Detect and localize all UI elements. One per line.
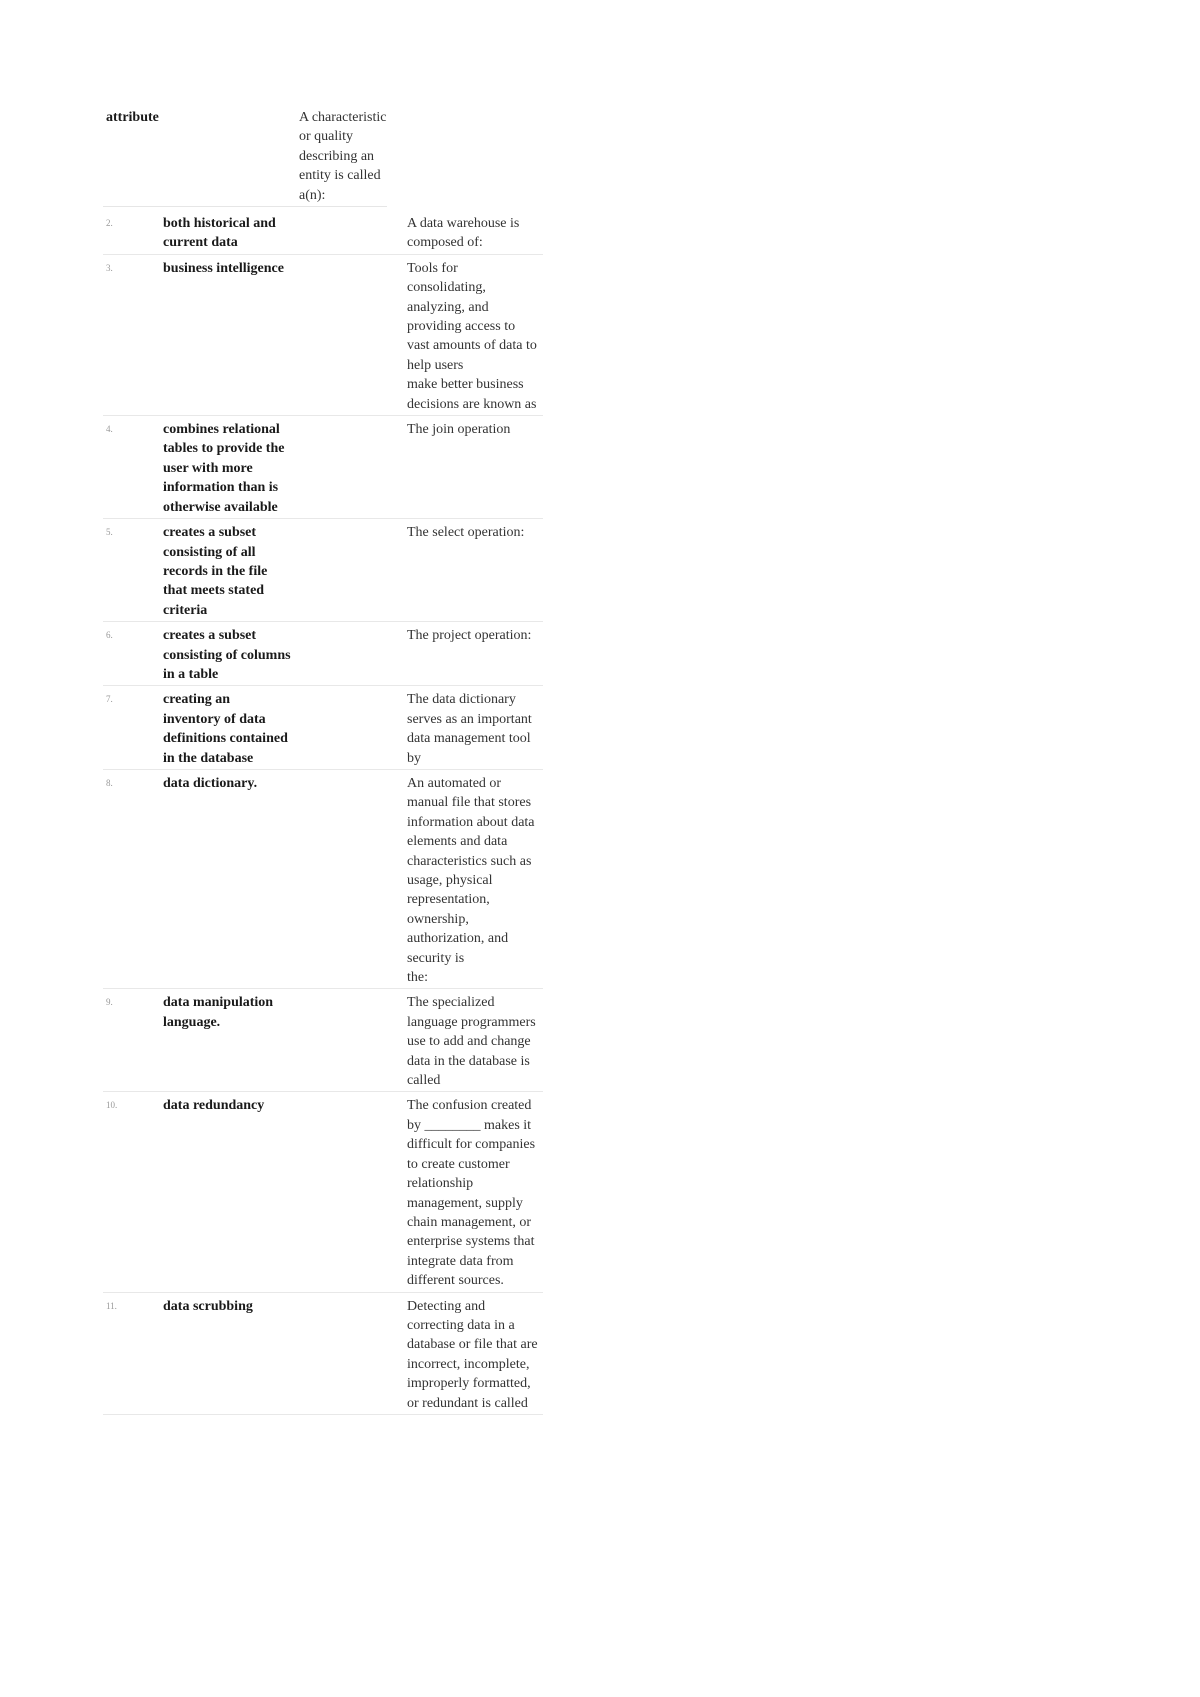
definition: Detecting and correcting data in a database or file that are incorrect, incomplete, improperly formatted, or redundant is called bbox=[407, 1298, 538, 1411]
flashcard-row bbox=[103, 770, 543, 989]
flashcard-row bbox=[103, 686, 543, 770]
definition: A data warehouse is composed of: bbox=[407, 216, 520, 251]
term: creates a subset consisting of columns in a table bbox=[163, 628, 291, 682]
definition: A characteristic or quality describing an entity is called a(n): bbox=[299, 110, 387, 203]
term: creating an inventory of data definitions contained in the database bbox=[163, 692, 288, 766]
flashcard-row bbox=[103, 622, 543, 686]
definition: The project operation: bbox=[407, 628, 532, 644]
flashcard-row-1 bbox=[103, 108, 543, 208]
definition: Tools for consolidating, analyzing, and providing access to vast amounts of data to help users make better business decisions are known as bbox=[407, 260, 537, 412]
flashcard-row bbox=[103, 989, 543, 1092]
term: both historical and current data bbox=[163, 216, 276, 251]
row-number: 11. bbox=[106, 1300, 117, 1311]
term: attribute bbox=[106, 110, 159, 125]
row-number: 10. bbox=[106, 1100, 118, 1111]
row-number: 6. bbox=[106, 630, 113, 641]
term: business intelligence bbox=[163, 260, 284, 276]
row-divider bbox=[103, 206, 387, 207]
definition: The specialized language programmers use to add and change data in the database is called bbox=[407, 995, 536, 1089]
flashcard-list bbox=[103, 210, 543, 1415]
row-number: 2. bbox=[106, 218, 113, 228]
definition: The confusion created by ________ makes it difficult for companies to create customer relationship management, supply chain management, or enterprise systems that integrate data from different sources. bbox=[407, 1098, 536, 1289]
flashcard-row bbox=[103, 416, 543, 519]
term: data dictionary. bbox=[163, 775, 258, 791]
flashcard-row bbox=[103, 255, 543, 416]
row-number: 8. bbox=[106, 777, 113, 788]
row-number: 5. bbox=[106, 527, 113, 538]
row-number: 7. bbox=[106, 694, 113, 705]
row-number: 3. bbox=[106, 262, 113, 273]
term: creates a subset consisting of all records in the file that meets stated criteria bbox=[163, 525, 268, 618]
flashcard-row bbox=[103, 519, 543, 622]
term: data redundancy bbox=[163, 1098, 265, 1114]
definition: The data dictionary serves as an important data management tool by bbox=[407, 692, 532, 766]
term: data manipulation language. bbox=[163, 995, 274, 1030]
definition: An automated or manual file that stores information about data elements and data characteristics such as usage, physical representation, ownership, authorization, and security is the: bbox=[407, 775, 535, 986]
flashcard-row bbox=[103, 210, 543, 255]
definition: The join operation bbox=[407, 422, 511, 438]
row-number: 9. bbox=[106, 997, 113, 1008]
term: data scrubbing bbox=[163, 1298, 253, 1314]
term: combines relational tables to provide the user with more information than is otherwise available bbox=[163, 422, 285, 515]
flashcard-row bbox=[103, 1092, 543, 1292]
flashcard-row bbox=[103, 1293, 543, 1415]
row-number: 4. bbox=[106, 424, 113, 435]
definition: The select operation: bbox=[407, 525, 525, 541]
